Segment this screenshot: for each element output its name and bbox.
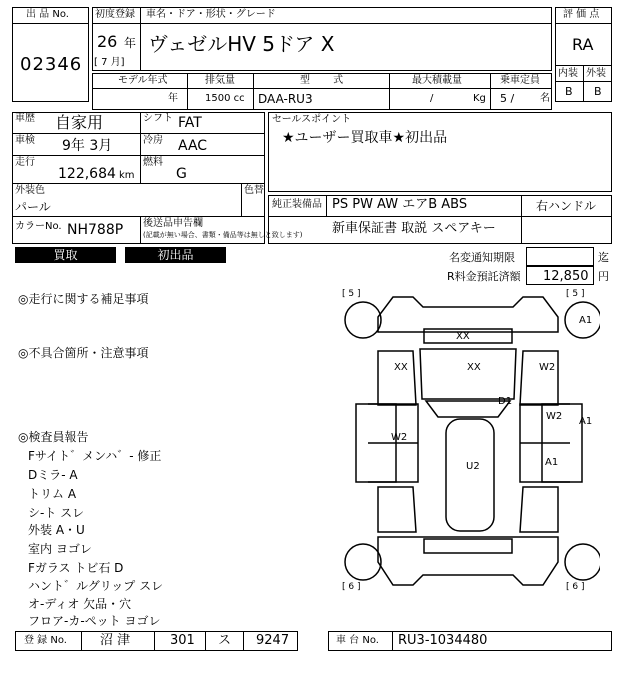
- roof: [446, 419, 494, 531]
- car-name: ヴェゼルHV 5ドア X: [148, 32, 335, 56]
- first-registration-label: 初度登録: [95, 9, 135, 20]
- shift: FAT: [178, 115, 202, 131]
- inspector-report-heading: ◎検査員報告: [18, 430, 89, 444]
- registration-label: 登 録 No.: [24, 635, 67, 646]
- wheel-label-front-left: [ 5 ]: [342, 289, 361, 299]
- registration-class: 301: [170, 633, 195, 648]
- fuel-label: 燃料: [143, 157, 163, 168]
- report-item: オ-ディオ 欠品・穴: [28, 597, 132, 611]
- sales-point: ★ユーザー買取車★初出品: [282, 130, 448, 146]
- ac-label: 冷房: [143, 135, 163, 146]
- first-registration-year: 26: [97, 32, 118, 51]
- wheel-label-rear-right: [ 6 ]: [566, 582, 585, 592]
- exterior-color: パール: [15, 200, 51, 214]
- interior-grade: B: [565, 85, 573, 98]
- recycle-label: R料金預託済額: [447, 270, 521, 283]
- name-change-unit: 迄: [598, 251, 609, 264]
- inspection-label: 車検: [15, 135, 35, 146]
- capacity-label: 乗車定員: [500, 75, 540, 86]
- wheel-rear-left: [345, 544, 381, 580]
- max-load-separator: /: [430, 93, 434, 104]
- recycle-unit: 円: [598, 270, 609, 283]
- capacity-unit: 名: [540, 93, 550, 104]
- defects-heading: ◎不具合箇所・注意事項: [18, 346, 149, 360]
- car-name-label: 車名・ドア・形状・グレード: [146, 9, 276, 20]
- max-load-unit: Kg: [473, 93, 486, 104]
- report-item: 外装 A・U: [28, 523, 85, 537]
- mileage-label: 走行: [15, 157, 35, 168]
- damage-mark: XX: [467, 362, 481, 373]
- color-no-label: カラーNo.: [15, 221, 62, 232]
- color-no: NH788P: [67, 222, 124, 238]
- front-bumper-outline: [378, 297, 558, 332]
- tag-buyout: 買取: [15, 247, 116, 263]
- damage-mark: A1: [579, 315, 593, 326]
- first-registration-year-unit: 年: [124, 36, 137, 50]
- exterior-grade: B: [594, 85, 602, 98]
- aftermarket-note: (記載が無い場合、書類・備品等は無しと致します): [143, 231, 303, 239]
- first-registration-month: [ 7 月]: [94, 57, 125, 68]
- max-load-label: 最大積載量: [412, 75, 462, 86]
- left-front-fender: [378, 351, 416, 405]
- wheel-rear-right: [565, 544, 600, 580]
- registration-area: 沼 津: [100, 633, 131, 648]
- equipment-label: 純正装備品: [272, 199, 322, 210]
- sales-point-label: セールスポイント: [272, 114, 352, 125]
- displacement-label: 排気量: [205, 75, 235, 86]
- name-change-label: 名変通知期限: [449, 251, 515, 264]
- wheel-label-front-right: [ 5 ]: [566, 289, 585, 299]
- damage-mark: XX: [394, 362, 408, 373]
- damage-mark: U2: [466, 461, 480, 472]
- history-label: 車歴: [15, 113, 35, 124]
- name-change-box: [526, 247, 594, 266]
- damage-mark: A1: [545, 457, 559, 468]
- report-item: Fサイト゛メンハ゛- 修正: [28, 449, 162, 463]
- model-year-unit: 年: [168, 93, 178, 104]
- history: 自家用: [55, 113, 104, 132]
- left-rear-fender: [378, 487, 416, 532]
- wheel-front-left: [345, 302, 381, 338]
- model-year-label: モデル年式: [118, 75, 168, 86]
- report-item: シ-ト スレ: [28, 506, 85, 520]
- chassis-label: 車 台 No.: [336, 635, 379, 646]
- mileage: 122,684: [58, 166, 116, 182]
- damage-diagram: [338, 287, 600, 611]
- tag-first-listing: 初出品: [125, 247, 226, 263]
- inspection: 9年 3月: [62, 138, 113, 154]
- equipment: PS PW AW エアB ABS: [332, 197, 468, 212]
- right-front-fender: [520, 351, 558, 405]
- aftermarket-label: 後送品申告欄: [143, 218, 203, 229]
- damage-mark: W2: [546, 411, 563, 422]
- ac: AAC: [178, 138, 208, 154]
- damage-mark: A1: [579, 416, 593, 427]
- report-item: ハント゛ルグリップ スレ: [28, 579, 164, 593]
- damage-mark: XX: [456, 331, 470, 342]
- displacement: 1500 cc: [205, 93, 245, 104]
- rear-bumper-outline: [378, 537, 558, 585]
- lot-number-label: 出 品 No.: [26, 9, 69, 20]
- registration-kana: ス: [218, 633, 232, 648]
- wheel-label-rear-left: [ 6 ]: [342, 582, 361, 592]
- chassis-number: RU3-1034480: [398, 633, 488, 648]
- report-item: Fガラス トビ石 D: [28, 561, 124, 575]
- right-rear-fender: [520, 487, 558, 532]
- fuel: G: [176, 166, 187, 182]
- mileage-unit: km: [119, 170, 135, 181]
- overall-grade: RA: [572, 35, 594, 54]
- grade-label: 評 価 点: [563, 9, 600, 20]
- report-item: Dミラ- A: [28, 468, 78, 482]
- steering: 右ハンドル: [536, 199, 597, 213]
- damage-mark: W2: [391, 432, 408, 443]
- recolor-label: 色替: [244, 185, 264, 196]
- hood-outline: [420, 349, 516, 399]
- report-item: 室内 ヨゴレ: [28, 542, 92, 556]
- exterior-grade-label: 外装: [586, 68, 606, 79]
- rear-plate: [424, 539, 512, 553]
- lot-number: 02346: [20, 54, 83, 75]
- damage-mark: W2: [539, 362, 556, 373]
- report-item: フロア-カ-ペット ヨゴレ: [28, 614, 161, 628]
- interior-grade-label: 内装: [558, 68, 578, 79]
- registration-number: 9247: [256, 633, 290, 648]
- documents: 新車保証書 取説 スペアキー: [332, 221, 496, 236]
- exterior-color-label: 外装色: [15, 185, 45, 196]
- capacity: 5 /: [500, 92, 515, 105]
- shift-label: シフト: [143, 113, 173, 124]
- driving-notes-heading: ◎走行に関する補足事項: [18, 292, 149, 306]
- type-label: 型 式: [300, 75, 354, 86]
- report-item: トリム A: [28, 487, 77, 501]
- recycle-value: 12,850: [543, 269, 589, 284]
- damage-mark: D1: [498, 396, 513, 407]
- model-type: DAA-RU3: [258, 92, 313, 106]
